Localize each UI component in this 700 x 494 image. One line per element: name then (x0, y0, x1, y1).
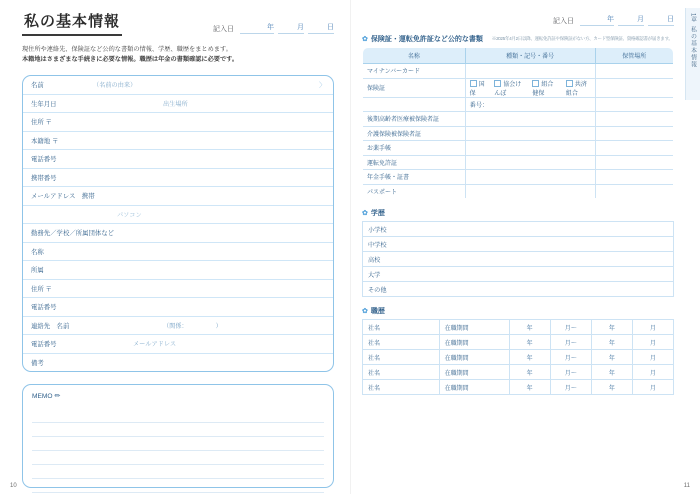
table-row[interactable] (363, 222, 674, 237)
doc-name: マイナンバーカード (363, 64, 466, 79)
section-education-title (362, 208, 674, 218)
table-row[interactable] (363, 112, 674, 127)
career-company[interactable]: 社名 (363, 365, 440, 380)
doc-type-input[interactable] (465, 112, 595, 127)
doc-number-input[interactable]: 番号： (465, 97, 595, 112)
career-company[interactable]: 社名 (363, 350, 440, 365)
col-header-place: 保管場所 (595, 48, 674, 64)
career-company[interactable]: 社名 (363, 320, 440, 335)
education-level[interactable]: 中学校 (363, 237, 674, 252)
star-icon: ✿ (362, 36, 368, 43)
section-career (362, 306, 674, 395)
field-org-phone[interactable] (23, 298, 333, 317)
career-start-year[interactable]: 年 (509, 335, 550, 350)
field-label: 電話番号 (31, 304, 57, 312)
career-end-month[interactable]: 月 (632, 350, 673, 365)
doc-name: 後期高齢者医療被保険者証 (363, 112, 466, 127)
doc-name: 介護保険被保険者証 (363, 126, 466, 141)
section-note: ※2025年4月2日以降、運転免許証や保険証がない方、カード型保険証、資格確認書が届きます。 (491, 36, 673, 41)
career-start-year[interactable]: 年 (509, 350, 550, 365)
career-end-year[interactable]: 年 (591, 320, 632, 335)
education-level[interactable]: 小学校 (363, 222, 674, 237)
field-label: 所属 (31, 267, 44, 275)
doc-type-input[interactable] (465, 170, 595, 185)
field-emergency-phone[interactable] (23, 335, 333, 354)
star-icon: ✿ (362, 308, 368, 315)
table-row[interactable] (363, 126, 674, 141)
field-org-address[interactable] (23, 280, 333, 299)
career-company[interactable]: 社名 (363, 380, 440, 395)
field-org-name[interactable] (23, 243, 333, 262)
table-row[interactable] (363, 184, 674, 199)
career-table (362, 319, 674, 395)
intro-line-2: 本籍地はさまざまな手続きに必要な情報。職歴は年金の書類確認に必要です。 (22, 56, 239, 64)
career-start-year[interactable]: 年 (509, 380, 550, 395)
entry-date-month[interactable]: 月 (278, 22, 304, 34)
documents-table (362, 47, 674, 199)
memo-label: MEMO (32, 393, 53, 401)
table-row[interactable] (363, 155, 674, 170)
field-label: 名前 (31, 82, 44, 90)
field-hint: メールアドレス (133, 341, 177, 349)
doc-type-input[interactable] (465, 155, 595, 170)
table-row[interactable] (363, 141, 674, 156)
field-email-pc[interactable] (23, 206, 333, 225)
education-level[interactable]: その他 (363, 282, 674, 297)
section-label: 学歴 (370, 210, 385, 217)
career-end-year[interactable]: 年 (591, 365, 632, 380)
career-end-month[interactable]: 月 (632, 380, 673, 395)
pencil-icon: ✏ (54, 393, 61, 401)
doc-place-input[interactable] (595, 155, 674, 170)
entry-date-month[interactable]: 月 (618, 14, 644, 26)
table-row[interactable] (363, 267, 674, 282)
table-row[interactable] (363, 335, 674, 350)
basic-info-form (22, 75, 334, 372)
field-label: 名称 (31, 248, 44, 256)
field-registered-domicile[interactable] (23, 132, 333, 151)
field-address[interactable] (23, 113, 333, 132)
career-end-year[interactable]: 年 (591, 350, 632, 365)
section-documents-title (362, 34, 674, 44)
star-icon: ✿ (362, 210, 368, 217)
table-row[interactable] (363, 170, 674, 185)
field-relation: （関係： ） (163, 322, 222, 330)
doc-place-input[interactable] (595, 97, 674, 112)
career-period-label: 在職期間 (439, 350, 509, 365)
career-end-month[interactable]: 月 (632, 365, 673, 380)
doc-place-input[interactable] (595, 141, 674, 156)
field-birthdate[interactable] (23, 95, 333, 114)
table-row[interactable] (363, 252, 674, 267)
table-row[interactable] (363, 97, 674, 112)
chapter-number: 1章 (689, 13, 696, 23)
table-row[interactable] (363, 64, 674, 79)
table-row[interactable] (363, 365, 674, 380)
entry-date-right[interactable] (553, 14, 674, 28)
field-name[interactable] (23, 76, 333, 95)
field-email-mobile[interactable] (23, 187, 333, 206)
entry-date-year[interactable]: 年 (580, 14, 614, 26)
field-label: 備考 (31, 359, 44, 367)
field-label: 住所 〒 (31, 119, 52, 127)
intro-line-1: 現住所や連絡先、保険証など公的な書類の情報、学歴、職歴をまとめます。 (22, 45, 232, 53)
career-start-month[interactable]: 月～ (550, 380, 591, 395)
doc-place-input[interactable] (595, 170, 674, 185)
doc-place-input[interactable] (595, 78, 674, 97)
chevron-right-icon[interactable]: 〉 (319, 81, 326, 89)
doc-place-input[interactable] (595, 126, 674, 141)
career-end-month[interactable]: 月 (632, 335, 673, 350)
field-hint: パソコン (117, 211, 142, 219)
field-label: 生年月日 (31, 100, 57, 108)
doc-place-input[interactable] (595, 64, 674, 79)
section-career-title (362, 306, 674, 316)
table-header-row (363, 48, 674, 64)
doc-name: パスポート (363, 184, 466, 199)
checkbox-kumiaikenpo[interactable]: 組合健保 (532, 81, 554, 97)
right-header (362, 14, 674, 28)
doc-type-input[interactable] (465, 184, 595, 199)
field-label: 携帯番号 (31, 174, 57, 182)
memo-lines (32, 409, 324, 493)
career-start-month[interactable]: 月～ (550, 350, 591, 365)
table-row[interactable] (363, 350, 674, 365)
field-hint: （名前の由来） (93, 82, 137, 90)
entry-date-left[interactable] (213, 22, 334, 36)
field-label: 電話番号 (31, 341, 57, 349)
field-hint: 出生場所 (163, 100, 188, 108)
field-label: 勤務先／学校／所属団体など (31, 230, 115, 238)
field-label: 連絡先 名前 (31, 322, 70, 330)
memo-box[interactable] (22, 384, 334, 488)
table-row[interactable] (363, 282, 674, 297)
table-row[interactable] (363, 237, 674, 252)
right-page (350, 0, 700, 494)
education-level[interactable]: 大学 (363, 267, 674, 282)
field-workplace-heading[interactable] (23, 224, 333, 243)
left-header (22, 14, 334, 36)
section-label: 保険証・運転免許証など公的な書類 (370, 36, 483, 43)
field-emergency-contact[interactable] (23, 317, 333, 336)
entry-date-day[interactable]: 日 (308, 22, 334, 34)
intro-text (22, 45, 334, 67)
career-start-month[interactable]: 月～ (550, 335, 591, 350)
page-title: 私の基本情報 (22, 14, 122, 36)
table-row[interactable] (363, 78, 674, 97)
checkbox-kyokaikenpo[interactable]: 協会けんぽ (494, 81, 522, 97)
chapter-label: 私の基本情報 (689, 26, 696, 69)
career-end-month[interactable]: 月 (632, 320, 673, 335)
doc-type-input[interactable] (465, 126, 595, 141)
checkbox-kyosaikumiai[interactable]: 共済組合 (565, 81, 587, 97)
field-phone[interactable] (23, 150, 333, 169)
career-end-year[interactable]: 年 (591, 335, 632, 350)
field-mobile[interactable] (23, 169, 333, 188)
career-start-year[interactable]: 年 (509, 365, 550, 380)
checkbox-kokuho[interactable]: 国保 (469, 81, 485, 97)
field-label: メールアドレス 携帯 (31, 193, 95, 201)
doc-place-input[interactable] (595, 112, 674, 127)
page-number-left: 10 (10, 483, 17, 489)
doc-name: お薬手帳 (363, 141, 466, 156)
section-education (362, 208, 674, 297)
table-row[interactable] (363, 320, 674, 335)
page-number-right: 11 (683, 483, 690, 489)
table-row[interactable] (363, 380, 674, 395)
career-end-year[interactable]: 年 (591, 380, 632, 395)
career-start-month[interactable]: 月～ (550, 365, 591, 380)
field-department[interactable] (23, 261, 333, 280)
career-period-label: 在職期間 (439, 380, 509, 395)
entry-date-label: 記入日 (213, 25, 234, 33)
doc-name: 運転免許証 (363, 155, 466, 170)
entry-date-year[interactable]: 年 (240, 22, 274, 34)
field-label: 本籍地 〒 (31, 137, 59, 145)
career-start-year[interactable]: 年 (509, 320, 550, 335)
doc-place-input[interactable] (595, 184, 674, 199)
section-label: 職歴 (370, 308, 385, 315)
entry-date-day[interactable]: 日 (648, 14, 674, 26)
education-table (362, 221, 674, 297)
field-remarks[interactable] (23, 354, 333, 372)
doc-type-input[interactable] (465, 64, 595, 79)
doc-type-input[interactable] (465, 141, 595, 156)
field-label: 電話番号 (31, 156, 57, 164)
career-period-label: 在職期間 (439, 320, 509, 335)
entry-date-label: 記入日 (553, 18, 574, 25)
education-level[interactable]: 高校 (363, 252, 674, 267)
field-label: 住所 〒 (31, 285, 52, 293)
career-company[interactable]: 社名 (363, 335, 440, 350)
doc-name: 保険証 (363, 78, 466, 97)
career-period-label: 在職期間 (439, 335, 509, 350)
career-start-month[interactable]: 月～ (550, 320, 591, 335)
doc-name (363, 97, 466, 112)
career-period-label: 在職期間 (439, 365, 509, 380)
col-header-name: 名称 (363, 48, 466, 64)
col-header-type: 種類・記号・番号 (465, 48, 595, 64)
doc-name: 年金手帳・証書 (363, 170, 466, 185)
doc-insurance-checkboxes[interactable] (465, 78, 595, 97)
chapter-side-tab[interactable] (685, 8, 700, 100)
